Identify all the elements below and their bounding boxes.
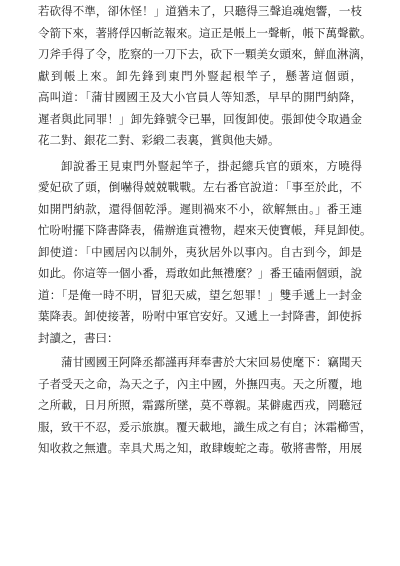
text-line: 蒲甘國國王阿降丞都謹再拜奉書於大宋回易使麾下：竊聞天 bbox=[61, 357, 362, 369]
page-text bbox=[38, 2, 372, 461]
paragraph bbox=[38, 157, 372, 351]
text-line: 遲者與此同罪！」卸先鋒號令已畢，回復卸使。張卸使令取過金 bbox=[38, 113, 362, 126]
text-line: 忙吩咐擺下降書降表，備辦進貢禮物，趕來天使寶帳，拜見卸使。 bbox=[38, 225, 372, 237]
letter-paragraph bbox=[38, 353, 372, 461]
text-line: 卸說番王見東門外豎起竿子，掛起總兵官的頭來，方曉得 bbox=[61, 160, 362, 173]
text-line: 道：「是俺一時不明，冒犯天威，望乞恕罪！」雙手遞上一封金 bbox=[38, 289, 362, 302]
text-line: 知收救之無遺。幸具犬馬之知，敢肆蝮蛇之毒。敬將書幣，用展 bbox=[38, 443, 362, 455]
text-line: 之所載，日月所照，霜露所墜，莫不尊親。某僻處西戎，罔聽冠 bbox=[38, 400, 362, 412]
text-line: 令箭下來，著將俘囚斬訖報來。這正是帳上一聲斬，帳下萬聲歡。 bbox=[38, 27, 372, 40]
text-line: 封讀之，書曰： bbox=[38, 332, 119, 345]
text-line: 卸使道：「中國居內以制外，夷狄居外以事內。自古到今，卸是 bbox=[38, 246, 362, 259]
text-line: 子者受天之命，為天之子，內主中國，外撫四夷。天之所覆，地 bbox=[38, 378, 362, 391]
text-line: 高叫道：「蒲甘國國王及大小官員人等知悉，早早的開門納降， bbox=[38, 92, 362, 104]
text-line: 刀斧手得了令，肐察的一刀下去，砍下一顆美女頭來，鮮血淋漓， bbox=[38, 49, 372, 61]
text-line: 愛妃砍了頭，倒嚇得兢兢戰戰。左右番官說道：「事至於此，不 bbox=[38, 182, 362, 194]
text-line: 服，致干不忍，爰示旅旗。覆天載地，識生成之有自；沐霜櫛雪， bbox=[38, 421, 372, 434]
text-line: 若砍得不準，卻休怪！」道猶未了，只聽得三聲追魂炮響，一枝 bbox=[38, 6, 362, 18]
paragraph bbox=[38, 2, 372, 153]
text-line: 獻到帳上來。卸先鋒到東門外豎起根竿子，懸著這個頭， bbox=[38, 70, 362, 83]
text-line: 如開門納款，還得個乾淨。遲則禍來不小，欲解無由。」番王連 bbox=[38, 203, 362, 216]
text-line: 如此。你這等一個小番，焉敢如此無禮麼？」番王磕兩個頭，說 bbox=[38, 268, 362, 280]
text-line: 花二對、銀花二對、彩緞二表裏，賞與他夫婦。 bbox=[38, 135, 280, 147]
text-line: 葉降表。卸使接著，吩咐中軍官安好。又遞上一封降書，卸使拆 bbox=[38, 311, 362, 323]
